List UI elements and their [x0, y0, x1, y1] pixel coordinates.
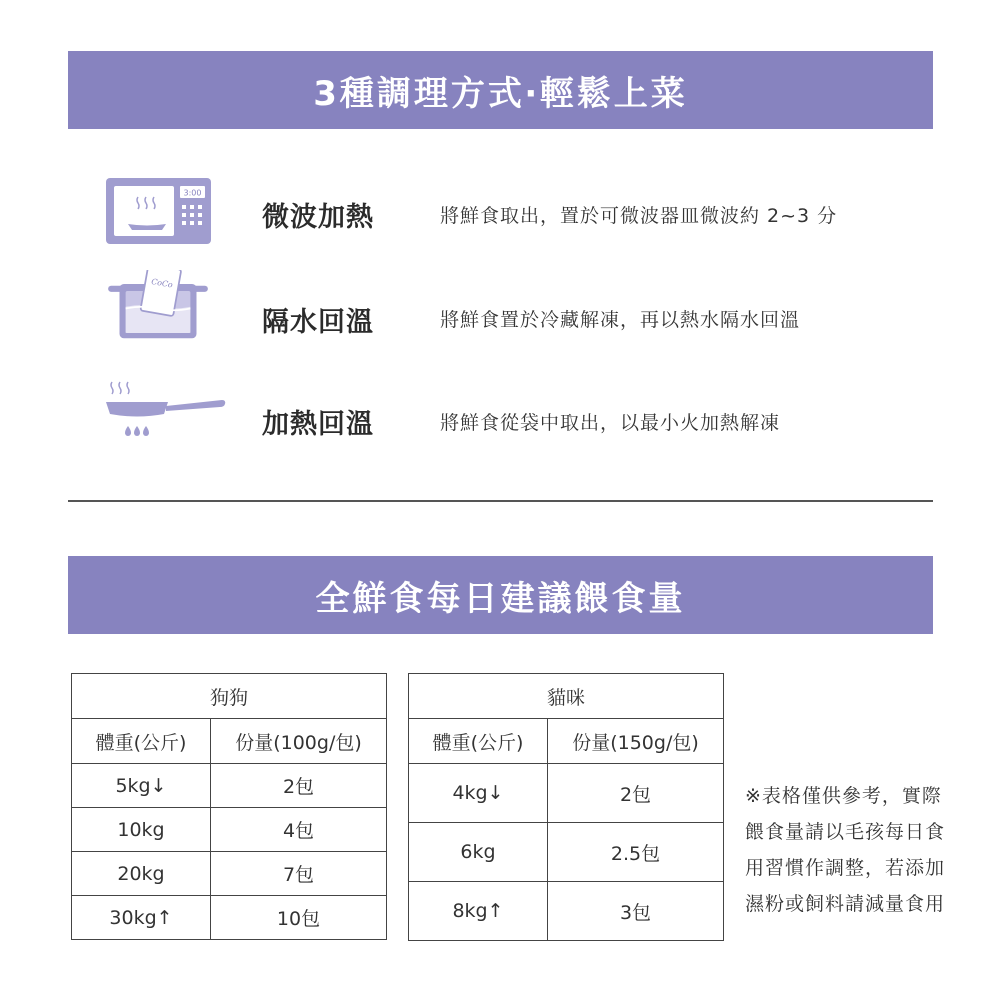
table-row — [72, 852, 387, 896]
microwave-icon — [100, 177, 230, 247]
weight-cell: 5kg↓ — [72, 764, 211, 808]
feeding-title: 全鮮食每日建議餵食量 — [315, 578, 686, 619]
weight-cell: 20kg — [72, 852, 211, 896]
pan-icon — [100, 378, 230, 448]
dog-feeding-table — [71, 673, 387, 940]
cat-feeding-table — [408, 673, 724, 941]
microwave-timer-text: 3:00 — [183, 188, 202, 198]
table-title: 貓咪 — [409, 674, 724, 719]
method-desc: 將鮮食取出，置於可微波器皿微波約 2~3 分 — [440, 205, 838, 227]
method-name: 隔水回溫 — [262, 307, 374, 338]
table-row — [72, 808, 387, 852]
pot-bag-label: CoCo — [150, 276, 174, 290]
column-header: 份量(100g/包) — [211, 719, 387, 764]
methods-title: 3種調理方式‧輕鬆上菜 — [313, 73, 688, 114]
table-title-row — [72, 674, 387, 719]
table-row — [72, 764, 387, 808]
pot-icon — [100, 270, 230, 340]
table-header-row — [409, 719, 724, 764]
table-title-row — [409, 674, 724, 719]
method-desc: 將鮮食置於冷藏解凍，再以熱水隔水回溫 — [440, 309, 801, 331]
table-row — [409, 764, 724, 823]
method-desc: 將鮮食從袋中取出，以最小火加熱解凍 — [440, 412, 781, 434]
table-title: 狗狗 — [72, 674, 387, 719]
method-name: 加熱回溫 — [262, 409, 374, 440]
weight-cell: 8kg↑ — [409, 882, 548, 941]
methods-banner — [68, 51, 933, 129]
weight-cell: 30kg↑ — [72, 896, 211, 940]
amount-cell: 7包 — [211, 852, 387, 896]
feeding-banner — [68, 556, 933, 634]
reference-note: ※表格僅供參考，實際餵食量請以毛孩每日食用習慣作調整，若添加濕粉或飼料請減量食用 — [745, 785, 946, 915]
method-water-bath — [0, 278, 1000, 348]
amount-cell: 4包 — [211, 808, 387, 852]
method-pan-heat — [0, 378, 1000, 448]
method-microwave — [0, 177, 1000, 247]
column-header: 體重(公斤) — [409, 719, 548, 764]
weight-cell: 6kg — [409, 823, 548, 882]
method-name: 微波加熱 — [262, 202, 374, 233]
amount-cell: 2包 — [548, 764, 724, 823]
table-row — [409, 882, 724, 941]
column-header: 體重(公斤) — [72, 719, 211, 764]
amount-cell: 10包 — [211, 896, 387, 940]
table-row — [409, 823, 724, 882]
amount-cell: 3包 — [548, 882, 724, 941]
table-header-row — [72, 719, 387, 764]
weight-cell: 10kg — [72, 808, 211, 852]
amount-cell: 2包 — [211, 764, 387, 808]
section-divider — [68, 500, 933, 502]
weight-cell: 4kg↓ — [409, 764, 548, 823]
amount-cell: 2.5包 — [548, 823, 724, 882]
table-row — [72, 896, 387, 940]
column-header: 份量(150g/包) — [548, 719, 724, 764]
